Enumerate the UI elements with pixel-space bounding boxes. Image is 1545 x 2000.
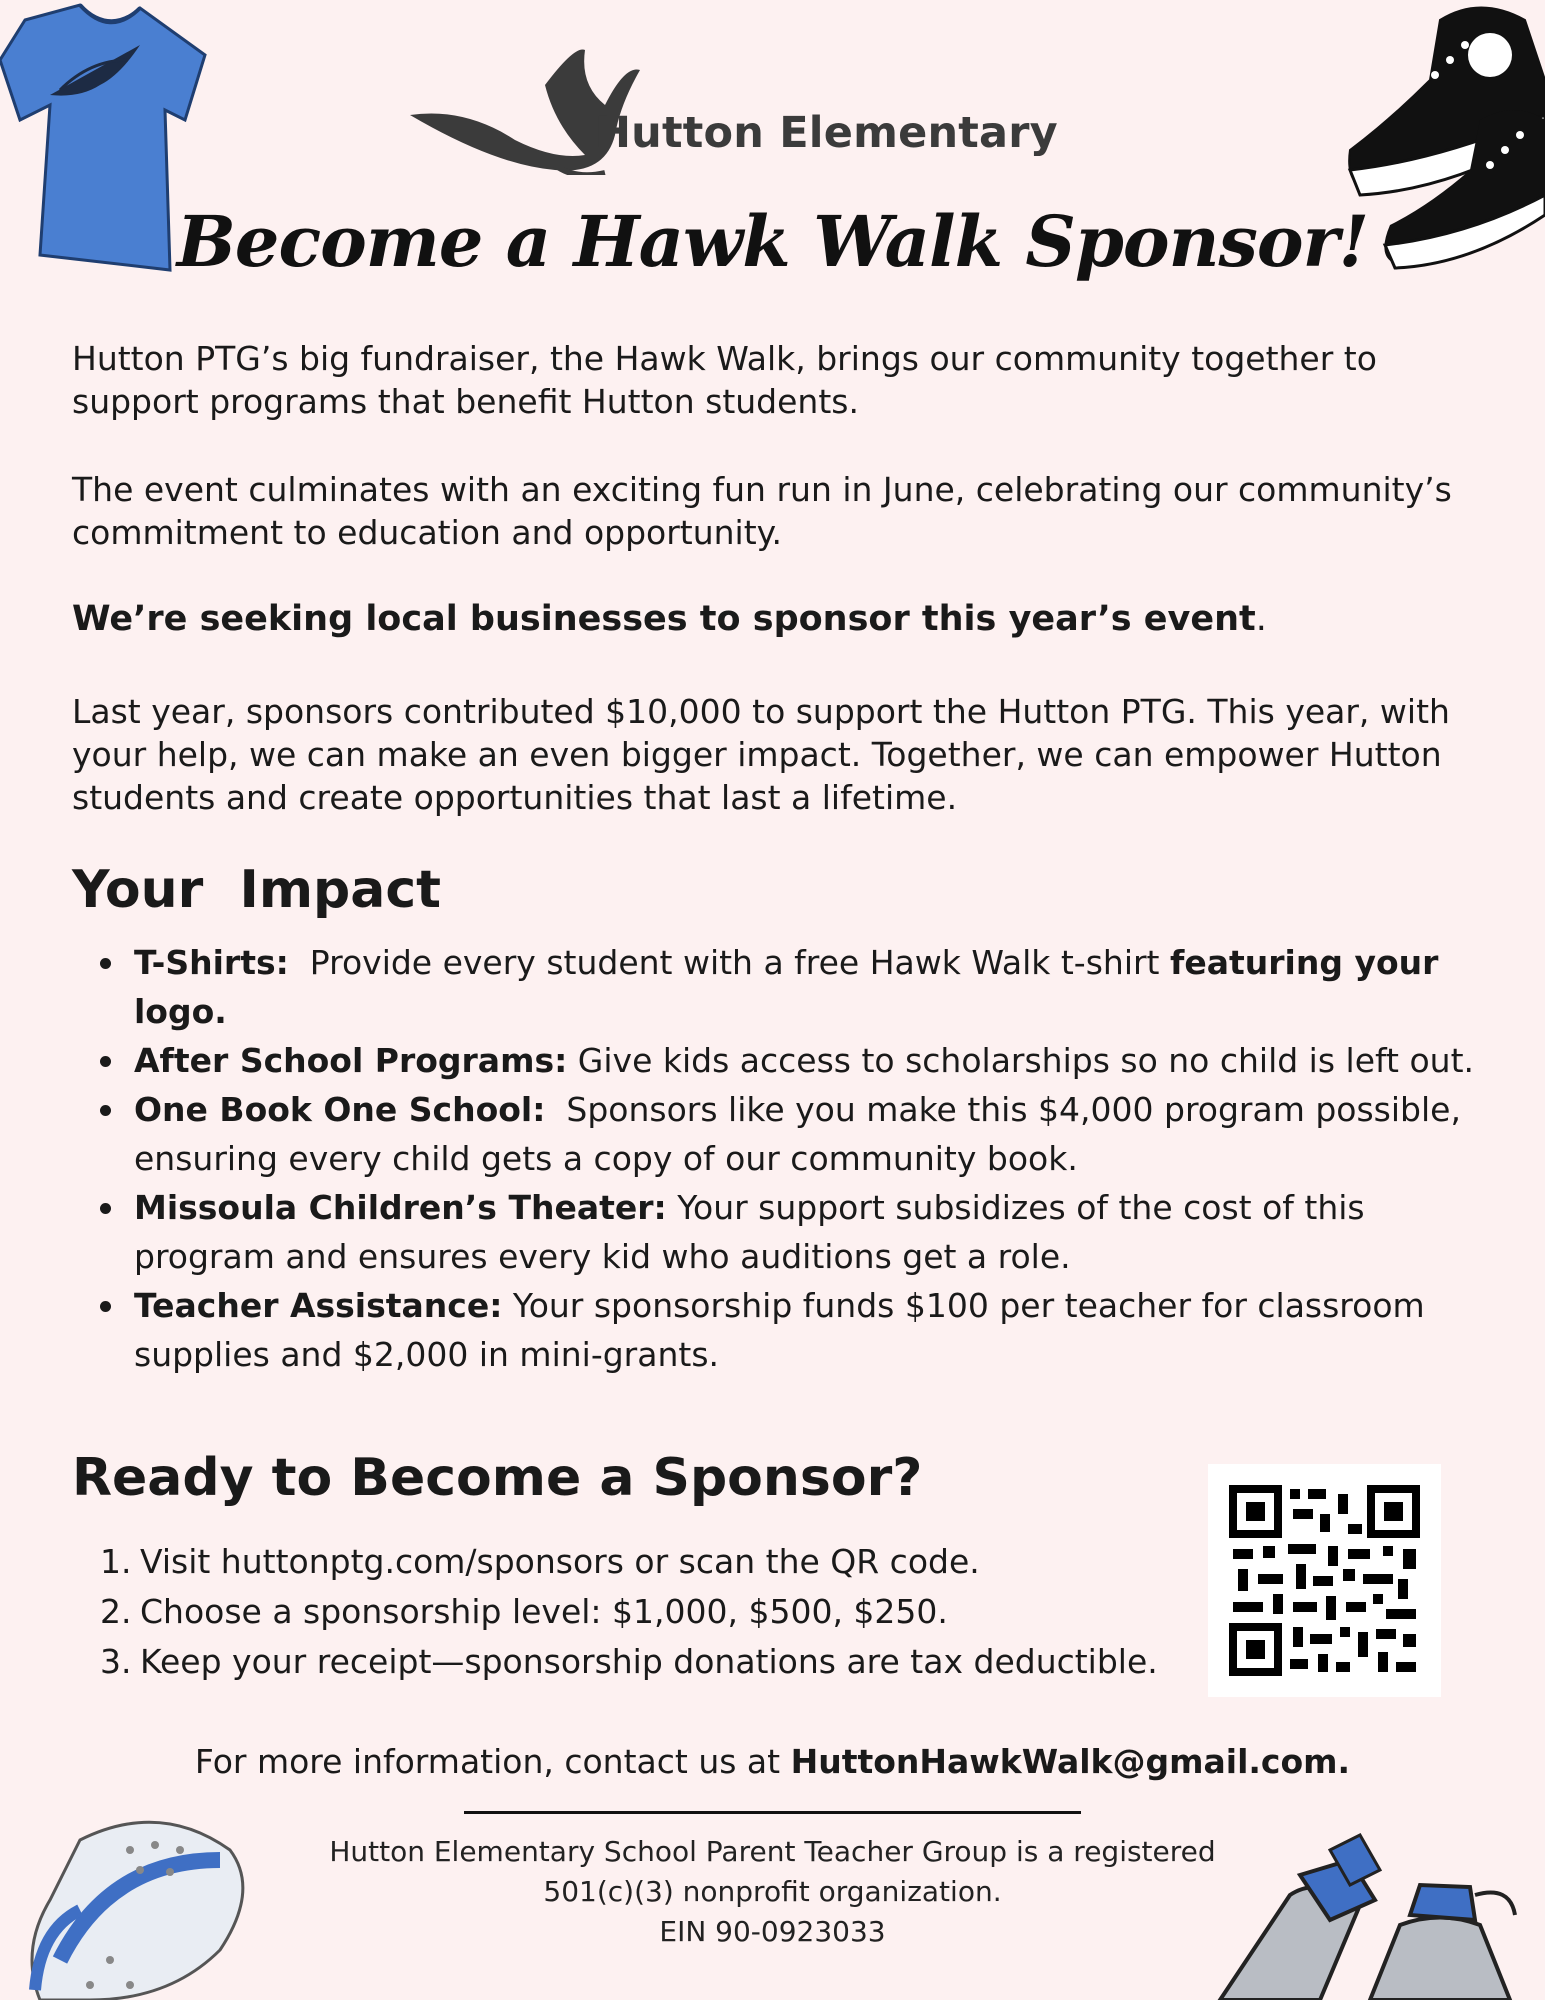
impact-text: Your sponsorship funds $100 per teacher for classroom supplies and $2,000 in mini-grants.: [134, 1286, 1425, 1374]
step-text: Choose a sponsorship level: $1,000, $500, $250.: [140, 1592, 948, 1631]
impact-label: Teacher Assistance:: [134, 1286, 503, 1325]
list-item: [100, 1587, 1220, 1637]
seeking-sponsors-period: .: [1255, 599, 1267, 639]
impact-bold-tail: featuring your logo.: [134, 943, 1439, 1031]
list-item: [72, 1281, 1482, 1379]
footer: [0, 1832, 1545, 1952]
step-number: 1.: [100, 1542, 132, 1581]
list-item: [72, 1085, 1482, 1183]
school-name: Hutton Elementary: [595, 108, 1058, 158]
contact-email-link[interactable]: HuttonHawkWalk@gmail.com.: [790, 1742, 1351, 1781]
impact-list: [72, 938, 1482, 1379]
list-item: [72, 1183, 1482, 1281]
impact-text: Your support subsidizes of the cost of this program and ensures every kid who auditions get a role.: [134, 1188, 1365, 1276]
impact-label: T-Shirts:: [134, 943, 289, 982]
step-number: 3.: [100, 1642, 132, 1681]
step-number: 2.: [100, 1592, 132, 1631]
seeking-sponsors-paragraph: [72, 598, 1492, 641]
seeking-sponsors-bold: We’re seeking local businesses to sponsor this year’s event: [72, 599, 1256, 639]
list-item: [100, 1637, 1220, 1687]
impact-label: One Book One School:: [134, 1090, 546, 1129]
list-item: [72, 1036, 1482, 1085]
impact-text: Provide every student with a free Hawk Walk t-shirt: [288, 943, 1170, 982]
contact-prefix: For more information, contact us at: [194, 1742, 791, 1781]
page-title: Become a Hawk Walk Sponsor!: [176, 200, 1369, 283]
list-item: [100, 1537, 1220, 1587]
sponsor-steps: [100, 1537, 1220, 1687]
event-paragraph: The event culminates with an exciting fun run in June, celebrating our community’s commitment to education and opportunity.: [72, 470, 1452, 552]
list-item: [72, 938, 1482, 1036]
impact-label: After School Programs:: [134, 1041, 568, 1080]
footer-ein: EIN 90-0923033: [659, 1915, 886, 1948]
impact-label: Missoula Children’s Theater:: [134, 1188, 667, 1227]
divider: [464, 1811, 1081, 1814]
last-year-paragraph: Last year, sponsors contributed $10,000 to support the Hutton PTG. This year, with your help, we can make an even bigger impact. Together, we can empower Hutton students and create opportunities that last a lifetime.: [72, 692, 1450, 817]
qr-code[interactable]: [1208, 1464, 1441, 1697]
sponsor-heading: Ready to Become a Sponsor?: [72, 1448, 923, 1508]
contact-line: [0, 1742, 1545, 1781]
footer-line: 501(c)(3) nonprofit organization.: [543, 1875, 1002, 1908]
impact-heading: Your Impact: [72, 860, 442, 920]
step-text: Keep your receipt—sponsorship donations are tax deductible.: [140, 1642, 1158, 1681]
intro-paragraph: Hutton PTG’s big fundraiser, the Hawk Walk, brings our community together to support programs that benefit Hutton students.: [72, 339, 1377, 421]
impact-text: Sponsors like you make this $4,000 program possible, ensuring every child gets a copy of our community book.: [134, 1090, 1472, 1178]
qr-code-icon: [1208, 1464, 1441, 1697]
step-text: Visit huttonptg.com/sponsors or scan the QR code.: [140, 1542, 980, 1581]
footer-line: Hutton Elementary School Parent Teacher Group is a registered: [329, 1835, 1216, 1868]
impact-text: Give kids access to scholarships so no child is left out.: [567, 1041, 1475, 1080]
